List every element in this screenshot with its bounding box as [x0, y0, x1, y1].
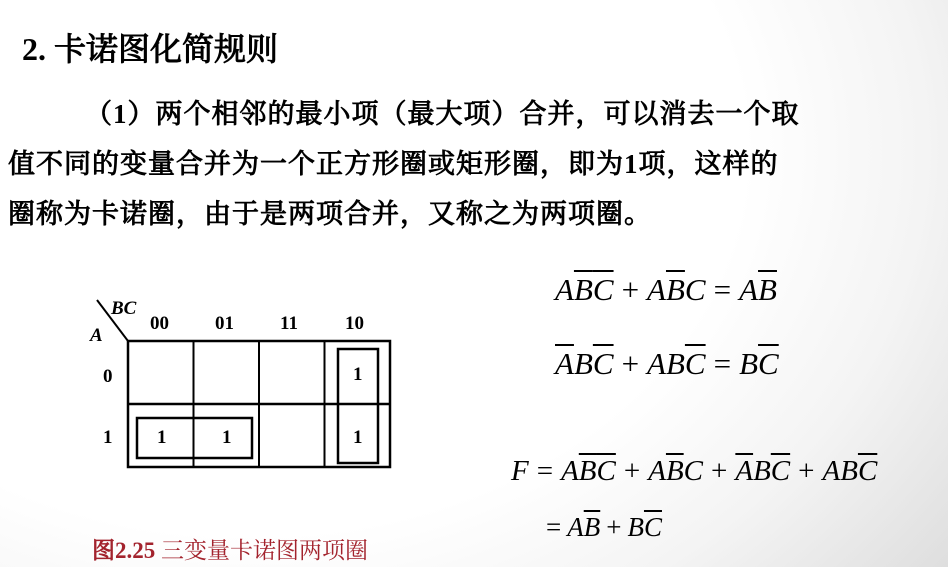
equation-variable-complement: $\overline{C}$	[770, 455, 791, 487]
equation-variable: B	[840, 455, 858, 487]
kmap-col-label: 10	[345, 313, 364, 334]
kmap-cell: 1	[157, 427, 167, 448]
equation-operator: +	[621, 346, 640, 381]
kmap-col-label: 00	[150, 313, 169, 334]
figure-caption-text: 三变量卡诺图两项圈	[161, 538, 368, 563]
paragraph-line-2: 值不同的变量合并为一个正方形圈或矩形圈，即为1项，这样的	[8, 149, 779, 179]
equation-variable-complement: $\overline{B}$	[573, 272, 593, 307]
kmap-row-label: 1	[103, 427, 113, 448]
kmap-cell: 1	[222, 427, 232, 448]
equation-variable: B	[665, 346, 685, 381]
equation-variable-complement: $\overline{C}$	[684, 346, 706, 381]
equation-operator: +	[798, 455, 815, 487]
equation-operator: +	[621, 272, 640, 307]
slide-title: 2. 卡诺图化简规则	[22, 31, 279, 67]
equation-3	[511, 455, 877, 488]
kmap-row-label: 0	[103, 366, 113, 387]
equation-variable: C	[684, 272, 706, 307]
figure-number: 图2.25	[92, 538, 156, 563]
equation-variable: F	[511, 455, 529, 487]
equation-variable-complement: $\overline{C}$	[592, 346, 614, 381]
equation-variable-complement: $\overline{C}$	[592, 272, 614, 307]
equation-operator: +	[711, 455, 728, 487]
equation-2	[555, 346, 779, 382]
equation-variable-complement: $\overline{C}$	[758, 346, 779, 381]
equation-4	[540, 512, 662, 543]
equation-variable: B	[573, 346, 593, 381]
equation-operator: =	[713, 346, 732, 381]
equation-operator: =	[536, 455, 554, 487]
equation-variable: A	[567, 512, 584, 542]
kmap-col-label: 11	[280, 313, 298, 334]
figure-caption	[92, 532, 368, 565]
equation-variable: C	[683, 455, 703, 487]
kmap-col-label: 01	[215, 313, 234, 334]
equation-variable: B	[753, 455, 771, 487]
equation-variable-complement: $\overline{C}$	[643, 512, 662, 542]
equation-variable-complement: $\overline{B}$	[665, 272, 685, 307]
kmap-cell: 1	[353, 364, 363, 385]
equation-variable-complement: $\overline{B}$	[583, 512, 601, 542]
equation-variable: A	[647, 272, 666, 307]
equation-variable-complement: $\overline{B}$	[758, 272, 777, 307]
equation-variable: A	[647, 346, 666, 381]
equation-variable-complement: $\overline{C}$	[857, 455, 878, 487]
paragraph-line-3: 圈称为卡诺圈，由于是两项合并，又称之为两项圈。	[8, 199, 652, 229]
equation-variable-complement: $\overline{A}$	[555, 346, 574, 381]
equation-variable-complement: $\overline{B}$	[578, 455, 597, 487]
equation-variable-complement: $\overline{B}$	[665, 455, 684, 487]
equation-operator: +	[623, 455, 641, 487]
kmap-cell: 1	[353, 427, 363, 448]
equation-variable: A	[561, 455, 579, 487]
paragraph-line-1: （1）两个相邻的最小项（最大项）合并，可以消去一个取	[85, 99, 800, 129]
equation-operator: +	[606, 512, 622, 542]
equation-variable: A	[555, 272, 574, 307]
equation-variable-complement: $\overline{C}$	[596, 455, 616, 487]
equation-variable: B	[627, 512, 644, 542]
equation-operator: =	[713, 272, 732, 307]
equation-variable: A	[739, 272, 759, 307]
kmap-row-var: A	[90, 325, 103, 346]
equation-1	[555, 272, 777, 308]
equation-operator: =	[546, 512, 562, 542]
equation-variable: B	[739, 346, 759, 381]
equation-variable: A	[648, 455, 666, 487]
equation-variable: A	[822, 455, 841, 487]
kmap-col-var: BC	[111, 298, 137, 319]
equation-variable-complement: $\overline{A}$	[735, 455, 754, 487]
